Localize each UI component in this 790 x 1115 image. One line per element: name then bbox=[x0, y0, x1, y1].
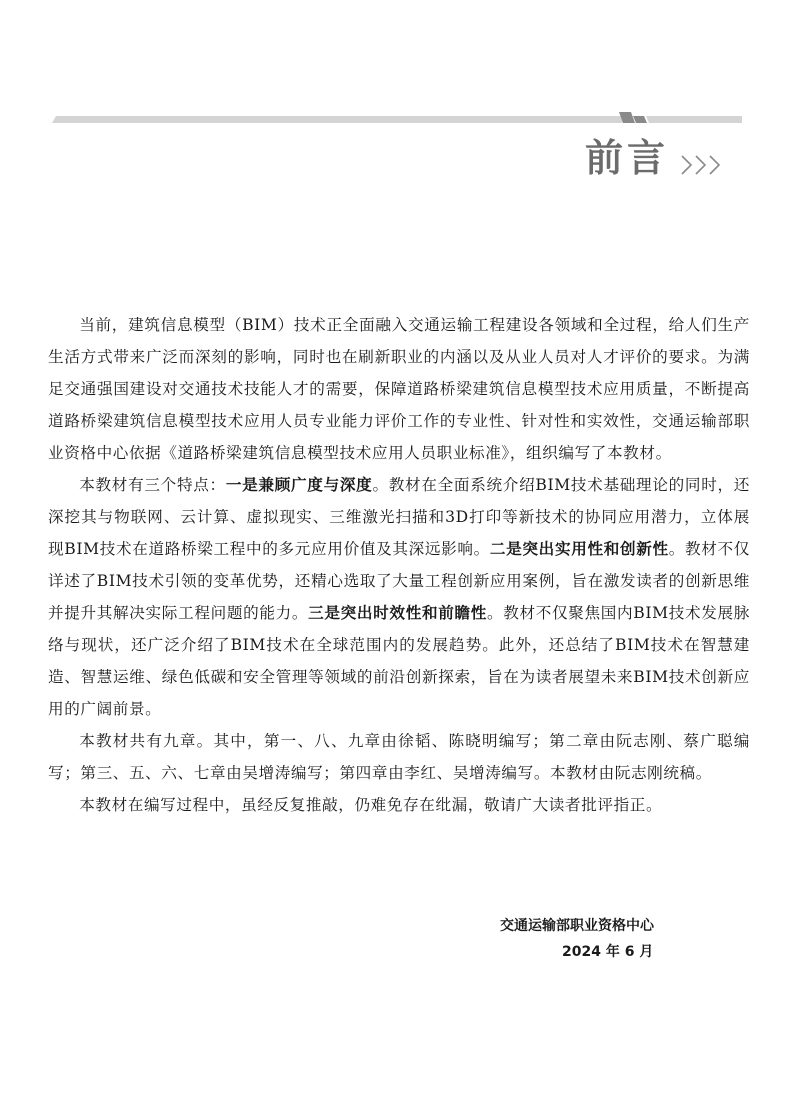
feature-1-text: 。教材在全面系统介绍BIM技术基础理论的同时，还深挖其与物联网、云计算、虚拟现实、三维激光扫描和3D打印等新技术的协同应用潜力，立体展现BIM技术在道路桥梁工程中的多元应用价值及其深远影响。 bbox=[48, 476, 750, 558]
paragraph-3: 本教材共有九章。其中，第一、八、九章由徐韬、陈晓明编写；第二章由阮志刚、蔡广聪编写；第三、五、六、七章由吴增涛编写；第四章由李红、吴增涛编写。本教材由阮志刚统稿。 bbox=[48, 732, 750, 782]
header-decorative-bar bbox=[52, 112, 742, 124]
signature-date: 2024 年 6 月 bbox=[562, 944, 654, 960]
feature-1-heading: 一是兼顾广度与深度 bbox=[225, 476, 373, 494]
page-title: 前言 bbox=[585, 136, 670, 180]
paragraph-1: 当前，建筑信息模型（BIM）技术正全面融入交通运输工程建设各领域和全过程，给人们生产生活方式带来广泛而深刻的影响，同时也在刷新职业的内涵以及从业人员对人才评价的要求。为满足交通强国建设对交通技术技能人才的需要，保障道路桥梁建筑信息模型技术应用质量，不断提高道路桥梁建筑信息模型技术应用人员专业能力评价工作的专业性、针对性和实效性，交通运输部职业资格中心依据《道路桥梁建筑信息模型技术应用人员职业标准》，组织编写了本教材。 bbox=[48, 316, 750, 462]
signature-block bbox=[500, 913, 720, 965]
signature-organization: 交通运输部职业资格中心 bbox=[500, 918, 654, 934]
header-bar-graphic bbox=[52, 112, 742, 124]
paragraph-4: 本教材在编写过程中，虽经反复推敲，仍难免存在纰漏，敬请广大读者批评指正。 bbox=[79, 796, 663, 814]
feature-2-text: 。教材不仅详述了BIM技术引领的变革优势，还精心选取了大量工程创新应用案例，旨在激发读者的创新思维并提升其解决实际工程问题的能力。 bbox=[48, 540, 750, 622]
triple-chevron-right-icon bbox=[680, 152, 724, 178]
preface-body bbox=[48, 309, 750, 821]
feature-3-text: 。教材不仅聚焦国内BIM技术发展脉络与现状，还广泛介绍了BIM技术在全球范围内的发展趋势。此外，还总结了BIM技术在智慧建造、智慧运维、绿色低碳和安全管理等领域的前沿创新探索，旨在为读者展望未来BIM技术创新应用的广阔前景。 bbox=[48, 604, 750, 718]
features-intro: 本教材有三个特点： bbox=[79, 476, 226, 494]
feature-2-heading: 二是突出实用性和创新性 bbox=[489, 540, 669, 558]
feature-3-heading: 三是突出时效性和前瞻性 bbox=[308, 604, 487, 622]
paragraph-2 bbox=[48, 469, 750, 725]
